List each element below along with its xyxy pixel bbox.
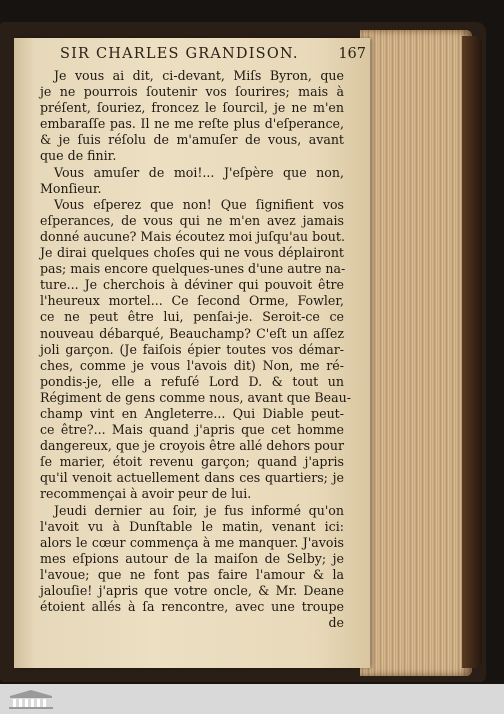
text-line: ches, comme je vous l'avois dit) Non, me ré- [40, 357, 344, 373]
text-line: étoient allés à ſa rencontre, avec une troupe [40, 599, 344, 615]
text-line: recommençai à avoir peur de lui. [40, 486, 252, 502]
text-line: qu'il venoit actuellement dans ces quartiers; je [40, 470, 344, 486]
text-line: embaraſſe pas. Il ne me reſte plus d'eſperance, [40, 116, 344, 132]
text-line: pas; mais encore quelques-unes d'une autre na- [40, 261, 346, 277]
text-line: de [328, 615, 344, 631]
page-edges [360, 30, 472, 676]
text-line: Je dirai quelques choſes qui ne vous déplairont [40, 245, 344, 261]
back-cover-edge [462, 36, 482, 668]
text-line: alors le cœur commença à me manquer. J'avois [40, 534, 344, 550]
page-body-text [40, 68, 351, 631]
text-line: Monſieur. [40, 180, 102, 196]
text-line: je ne pourrois ſoutenir vos ſourires; mais à [40, 84, 344, 100]
text-line: eſperances, de vous qui ne m'en avez jamais [40, 212, 344, 228]
text-line: & je ſuis réſolu de m'amuſer de vous, avant [40, 132, 344, 148]
text-line: donné aucune? Mais écoutez moi juſqu'au bout. [40, 228, 345, 244]
text-line: mes eſpions autour de la maiſon de Selby; je [40, 550, 344, 566]
text-line: Vous eſperez que non! Que ſignifient vos [54, 196, 344, 212]
text-line: Vous amuſer de moi!... J'eſpère que non, [54, 164, 344, 180]
text-line: ture... Je cherchois à déviner qui pouvoit être [40, 277, 344, 293]
text-line: Régiment de gens comme nous, avant que Beau- [40, 389, 351, 405]
library-building-icon [6, 688, 56, 710]
text-line: préſent, ſouriez, froncez le ſourcil, je ne m'en [40, 100, 344, 116]
digitization-footer-bar [0, 684, 504, 714]
text-line: joli garçon. (Je faiſois épier toutes vos démar- [40, 341, 344, 357]
running-title: SIR CHARLES GRANDISON. [60, 46, 299, 62]
text-line: Je vous ai dit, ci-devant, Miſs Byron, que [54, 68, 344, 83]
text-line: ce ne peut être lui, penſai-je. Seroit-ce ce [40, 309, 344, 325]
running-head [60, 46, 366, 62]
text-line: pondis-je, elle a refuſé Lord D. & tout un [40, 373, 344, 389]
text-line: que de finir. [40, 148, 117, 164]
text-line: jalouſie! j'apris que votre oncle, & Mr. Deane [40, 583, 344, 598]
text-line: l'heureux mortel... Ce ſecond Orme, Fowler, [40, 293, 344, 309]
text-line: ſe marier, étoit revenu garçon; quand j'apris [40, 454, 344, 470]
page-number: 167 [338, 46, 366, 62]
text-line: Jeudi dernier au ſoir, je fus informé qu'on [54, 502, 344, 518]
text-line: ce être?... Mais quand j'apris que cet homme [40, 422, 344, 438]
text-line: champ vint en Angleterre... Qui Diable peut- [40, 405, 344, 421]
text-line: l'avoit vu à Dunſtable le matin, venant ici: [40, 518, 344, 534]
text-line: dangereux, que je croyois être allé dehors pour [40, 438, 344, 454]
text-line: nouveau débarqué, Beauchamp? C'eſt un aſſez [40, 325, 344, 341]
text-line: l'avoue; que ne font pas faire l'amour & la [40, 566, 344, 582]
